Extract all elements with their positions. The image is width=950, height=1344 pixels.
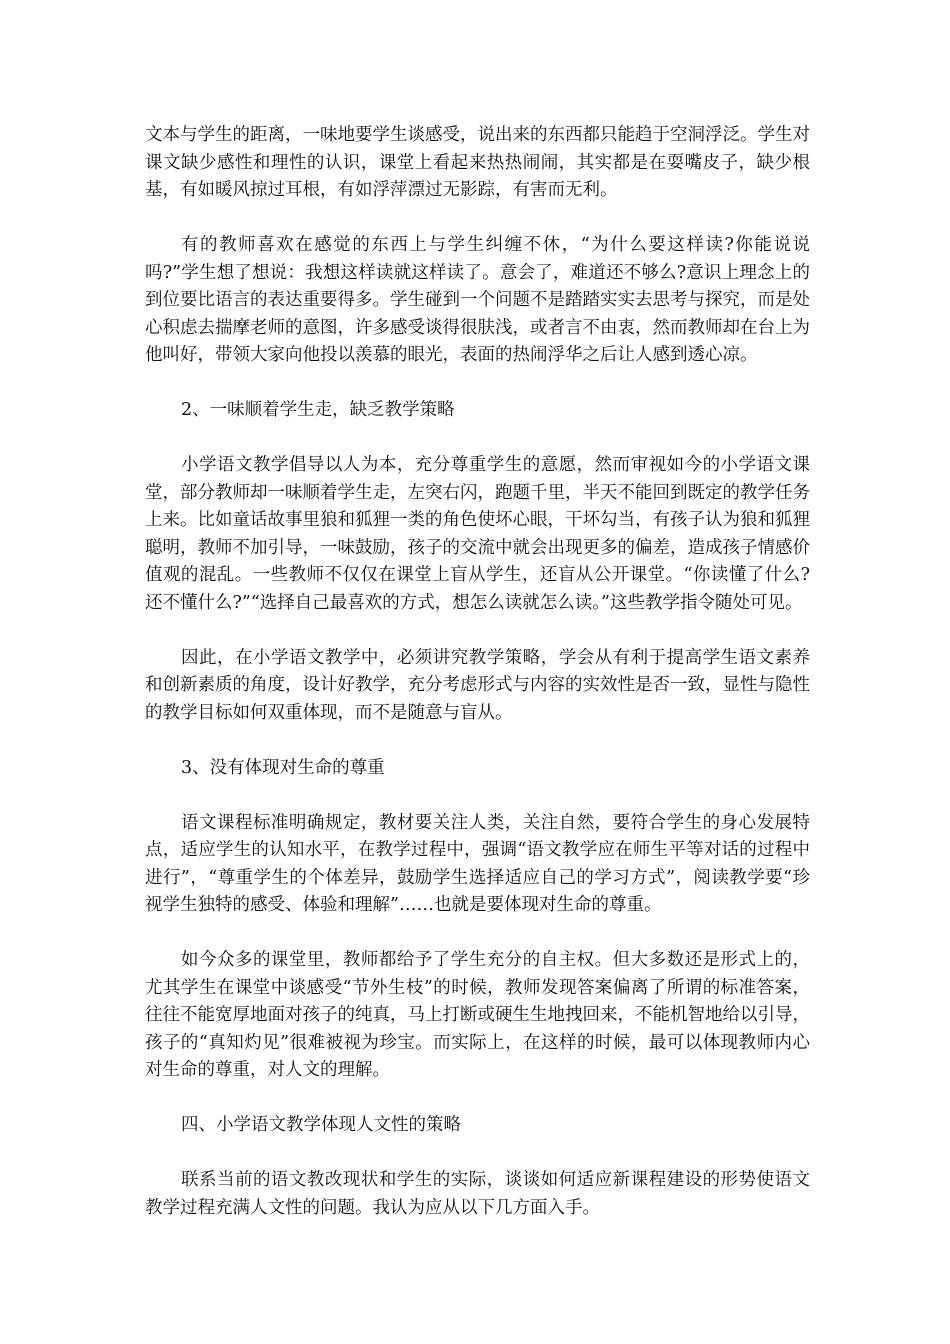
paragraph-4: 因此，在小学语文教学中，必须讲究教学策略，学会从有利于提高学生语文素养和创新素质的角度，设计好教学，充分考虑形式与内容的实效性是否一致，显性与隐性的教学目标如何双重体现，而不是随意与盲从。 [145,647,810,723]
section-heading-4: 四、小学语文教学体现人文性的策略 [181,1115,461,1135]
paragraph-5: 语文课程标准明确规定，教材要关注人类，关注自然，要符合学生的身心发展特点，适应学生的认知水平，在教学过程中，强调“语文教学应在师生平等对话的过程中进行”，“尊重学生的个体差异，鼓励学生选择适应自己的学习方式”，阅读教学要“珍视学生独特的感受、体验和理解”……也就是要体现对生命的尊重。 [145,812,810,915]
paragraph-6: 如今众多的课堂里，教师都给予了学生充分的自主权。但大多数还是形式上的，尤其学生在课堂中谈感受“节外生枝”的时候，教师发现答案偏离了所谓的标准答案，往往不能宽厚地面对孩子的纯真，马上打断或硬生生地拽回来，不能机智地给以引导，孩子的“真知灼见”很难被视为珍宝。而实际上，在这样的时候，最可以体现教师内心对生命的尊重，对人文的理解。 [145,950,810,1080]
document-page [145,122,810,1250]
paragraph-2: 有的教师喜欢在感觉的东西上与学生纠缠不休，“为什么要这样读?你能说说吗?”学生想了想说：我想这样读就这样读了。意会了，难道还不够么?意识上理念上的到位要比语言的表达重要得多。学生碰到一个问题不是踏踏实实去思考与探究，而是处心积虑去揣摩老师的意图，许多感受谈得很肤浅，或者言不由衷，然而教师却在台上为他叫好，带领大家向他投以羡慕的眼光，表面的热闹浮华之后让人感到透心凉。 [145,235,810,365]
paragraph-1: 文本与学生的距离，一味地要学生谈感受，说出来的东西都只能趋于空洞浮泛。学生对课文缺少感性和理性的认识，课堂上看起来热热闹闹，其实都是在耍嘴皮子，缺少根基，有如暖风掠过耳根，有如浮萍漂过无影踪，有害而无利。 [145,125,810,200]
paragraph-7: 联系当前的语文教改现状和学生的实际，谈谈如何适应新课程建设的形势使语文教学过程充满人文性的问题。我认为应从以下几方面入手。 [145,1170,810,1218]
paragraph-3: 小学语文教学倡导以人为本，充分尊重学生的意愿，然而审视如今的小学语文课堂，部分教师却一味顺着学生走，左突右闪，跑题千里，半天不能回到既定的教学任务上来。比如童话故事里狼和狐狸一类的角色使坏心眼，干坏勾当，有孩子认为狼和狐狸聪明，教师不加引导，一味鼓励，孩子的交流中就会出现更多的偏差，造成孩子情感价值观的混乱。一些教师不仅仅在课堂上盲从学生，还盲从公开课堂。“你读懂了什么?还不懂什么?”“选择自己最喜欢的方式，想怎么读就怎么读。”这些教学指令随处可见。 [145,455,810,613]
section-heading-3: 3、没有体现对生命的尊重 [181,757,385,778]
section-heading-2: 2、一味顺着学生走，缺乏教学策略 [181,400,455,420]
